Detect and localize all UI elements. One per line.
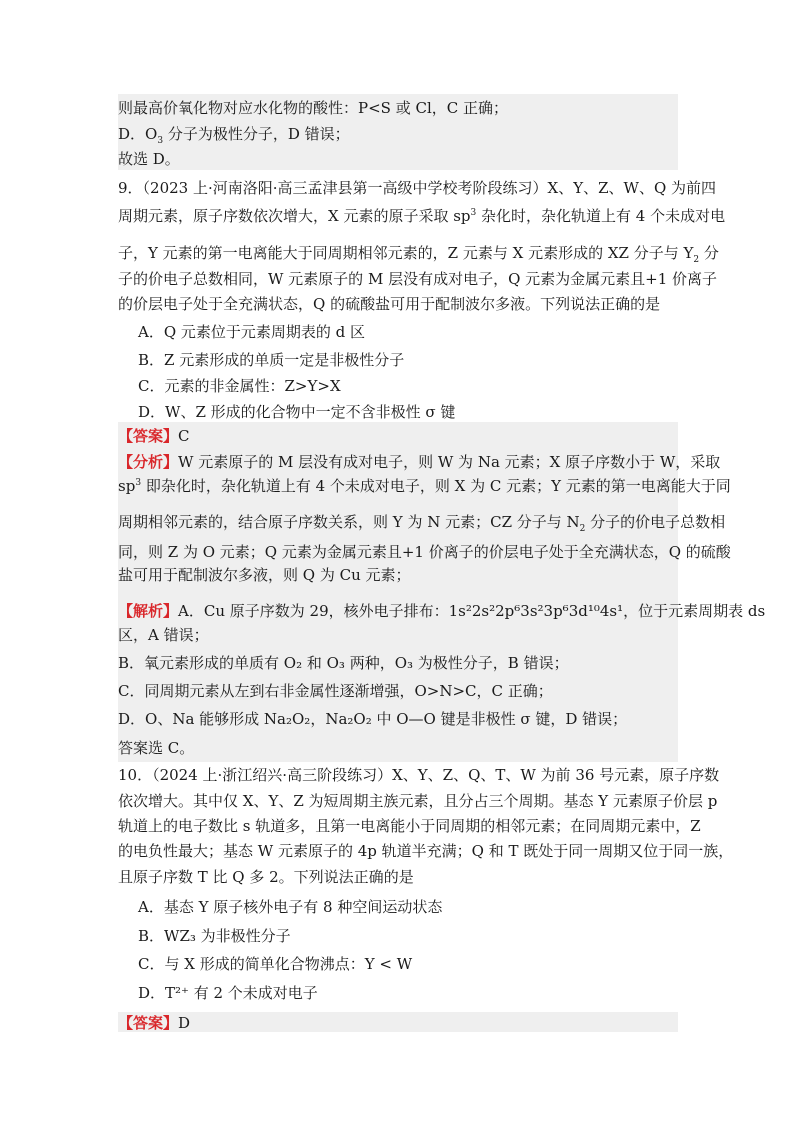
line-text: 则最高价氧化物对应水化物的酸性：P<S 或 Cl，C 正确；	[118, 99, 508, 117]
text-line	[118, 123, 350, 145]
line-text: A．基态 Y 原子核外电子有 8 种空间运动状态	[138, 898, 443, 916]
text-line	[118, 866, 414, 888]
line-text: 子的价电子总数相同，W 元素原子的 M 层没有成对电子，Q 元素为金属元素且+1 价离子	[118, 270, 718, 288]
text-line	[138, 896, 442, 918]
text-line	[138, 321, 365, 343]
text-line	[118, 764, 719, 786]
text-line	[118, 268, 717, 290]
line-text: C．与 X 形成的简单化合物沸点：Y < W	[138, 955, 413, 973]
text-line	[138, 375, 341, 397]
line-text: 周期元素，原子序数依次增大，X 元素的原子采取 sp	[118, 207, 471, 225]
line-text-tail: 即杂化时，杂化轨道上有 4 个未成对电子，则 X 为 C 元素；Y 元素的第一电离能大于同	[141, 477, 731, 495]
superscript: 3	[135, 478, 142, 488]
line-text: 答案选 C。	[118, 739, 195, 757]
line-text: 的价层电子处于全充满状态，Q 的硫酸盐可用于配制波尔多液。下列说法正确的是	[118, 295, 661, 313]
section-tag: 【解析】	[118, 602, 179, 620]
text-line	[118, 97, 508, 119]
line-text: 区，A 错误；	[118, 626, 209, 644]
text-line	[138, 925, 291, 947]
section-tag: 【答案】	[118, 1014, 179, 1032]
text-line	[118, 815, 701, 837]
line-text: 9．（2023 上·河南洛阳·高三孟津县第一高级中学校考阶段练习）X、Y、Z、W、Q 为前四	[118, 179, 717, 197]
text-line	[118, 475, 731, 497]
line-text: B．WZ₃ 为非极性分子	[138, 927, 291, 945]
line-text: B．氧元素形成的单质有 O₂ 和 O₃ 两种，O₃ 为极性分子，B 错误；	[118, 654, 569, 672]
text-line	[118, 511, 725, 533]
text-line	[138, 349, 404, 371]
line-text: D．T²⁺ 有 2 个未成对电子	[138, 984, 318, 1002]
line-text: 故选 D。	[118, 150, 180, 168]
line-text: 轨道上的电子数比 s 轨道多，且第一电离能小于同周期的相邻元素；在同周期元素中，Z	[118, 817, 701, 835]
line-text: C	[178, 427, 190, 445]
subscript: 2	[693, 255, 700, 265]
text-line	[118, 242, 719, 264]
answer-block-bg-3	[118, 1012, 678, 1032]
text-line	[118, 425, 190, 447]
text-line	[118, 680, 553, 702]
line-text: 10．（2024 上·浙江绍兴·高三阶段练习）X、Y、Z、Q、T、W 为前 36 号元素，原子序数	[118, 766, 720, 784]
line-text: W 元素原子的 M 层没有成对电子，则 W 为 Na 元素；X 原子序数小于 W，采取	[178, 453, 721, 471]
line-text-tail: 分子为极性分子，D 错误；	[163, 125, 350, 143]
text-line	[118, 205, 725, 227]
line-text: D．O	[118, 125, 158, 143]
superscript: 3	[470, 208, 477, 218]
line-text: C．元素的非金属性：Z>Y>X	[138, 377, 341, 395]
line-text: 盐可用于配制波尔多液，则 Q 为 Cu 元素；	[118, 566, 411, 584]
line-text: 且原子序数 T 比 Q 多 2。下列说法正确的是	[118, 868, 414, 886]
line-text: D	[178, 1014, 191, 1032]
text-line	[118, 737, 194, 759]
text-line	[118, 148, 180, 170]
text-line	[118, 564, 411, 586]
text-line	[118, 652, 569, 674]
line-text-tail: 分子的价电子总数相	[585, 513, 726, 531]
text-line	[118, 1012, 190, 1034]
line-text: 同，则 Z 为 O 元素；Q 元素为金属元素且+1 价离子的价层电子处于全充满状态，Q 的硫酸	[118, 543, 731, 561]
text-line	[118, 600, 765, 622]
text-line	[118, 840, 733, 862]
section-tag: 【分析】	[118, 453, 179, 471]
text-line	[118, 451, 720, 473]
subscript: 3	[157, 136, 164, 146]
line-text: 依次增大。其中仅 X、Y、Z 为短周期主族元素，且分占三个周期。基态 Y 元素原子价层 p	[118, 792, 718, 810]
line-text: 的电负性最大；基态 W 元素原子的 4p 轨道半充满；Q 和 T 既处于同一周期又位于同一族，	[118, 842, 734, 860]
line-text: A．Cu 原子序数为 29，核外电子排布：1s²2s²2p⁶3s²3p⁶3d¹⁰4s¹，位于元素周期表 ds	[178, 602, 766, 620]
text-line	[138, 953, 412, 975]
text-line	[138, 401, 455, 423]
text-line	[118, 624, 209, 646]
line-text: 周期相邻元素的，结合原子序数关系，则 Y 为 N 元素；CZ 分子与 N	[118, 513, 580, 531]
text-line	[138, 982, 318, 1004]
line-text-tail: 分	[699, 244, 719, 262]
line-text: A．Q 元素位于元素周期表的 d 区	[138, 323, 366, 341]
line-text: D．O、Na 能够形成 Na₂O₂，Na₂O₂ 中 O—O 键是非极性 σ 键，D 错误；	[118, 710, 628, 728]
text-line	[118, 541, 731, 563]
section-tag: 【答案】	[118, 427, 179, 445]
line-text: sp	[118, 477, 136, 495]
line-text: D．W、Z 形成的化合物中一定不含非极性 σ 键	[138, 403, 456, 421]
line-text: 子，Y 元素的第一电离能大于同周期相邻元素的，Z 元素与 X 元素形成的 XZ 分子与 Y	[118, 244, 694, 262]
subscript: 2	[579, 524, 586, 534]
line-text: C．同周期元素从左到右非金属性逐渐增强，O>N>C，C 正确；	[118, 682, 553, 700]
text-line	[118, 708, 627, 730]
text-line	[118, 177, 716, 199]
line-text-tail: 杂化时，杂化轨道上有 4 个未成对电	[476, 207, 726, 225]
line-text: B．Z 元素形成的单质一定是非极性分子	[138, 351, 405, 369]
text-line	[118, 293, 660, 315]
text-line	[118, 790, 717, 812]
